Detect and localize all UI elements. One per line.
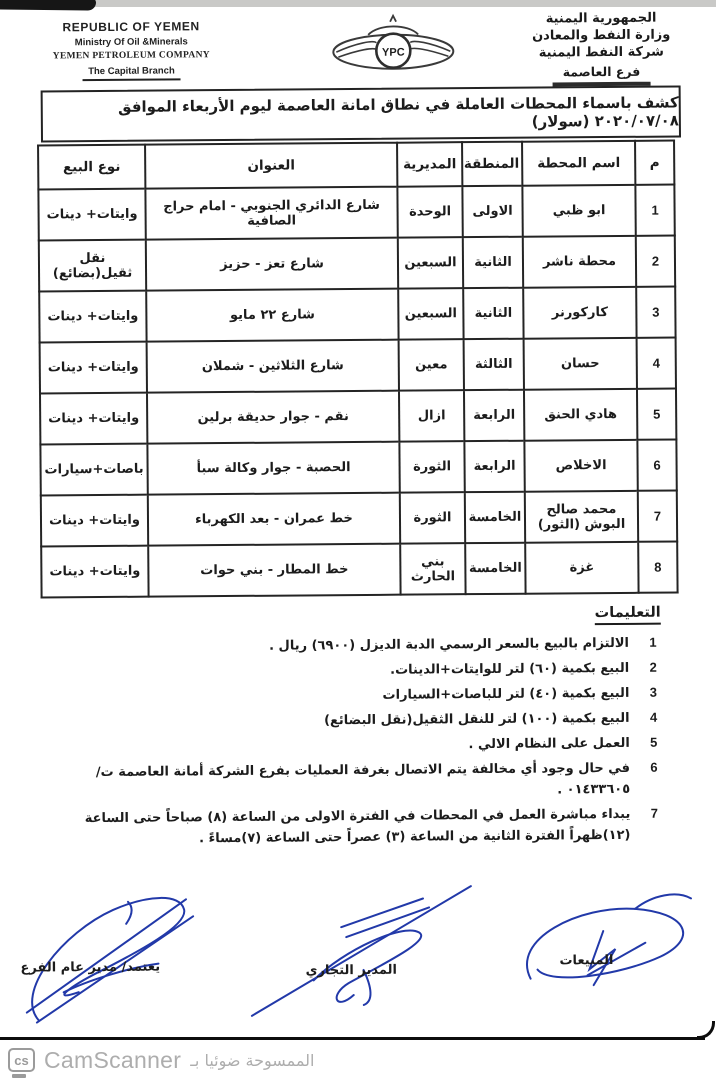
instructions-section bbox=[57, 602, 663, 855]
cell-district: الثورة bbox=[400, 492, 465, 544]
instruction-number: 6 bbox=[650, 759, 658, 775]
instructions-heading: التعليمات bbox=[595, 605, 661, 626]
instruction-text: في حال وجود أي مخالفة يتم الاتصال بغرفة العمليات بفرع الشركة أمانة العاصمة ت/٠١٤٣٣٦٠٥ . bbox=[95, 760, 631, 798]
cell-zone: الاولى bbox=[462, 186, 522, 237]
table-row bbox=[40, 439, 676, 495]
instruction-item bbox=[58, 708, 662, 734]
cell-station: ابو ظبي bbox=[522, 185, 635, 237]
cell-station: كاركورنر bbox=[523, 287, 636, 339]
cell-station: محمد صالح البوش (الثور) bbox=[525, 491, 638, 543]
instruction-item bbox=[58, 733, 662, 759]
cell-district: الثورة bbox=[399, 441, 464, 493]
table-header-row bbox=[38, 141, 674, 190]
instruction-item bbox=[57, 633, 661, 659]
cell-no: 3 bbox=[636, 287, 675, 338]
cell-zone: الثالثة bbox=[464, 339, 524, 390]
instruction-text: العمل على النظام الالي . bbox=[468, 735, 630, 753]
letterhead-company-ar: شركة النفط اليمنية bbox=[538, 44, 664, 61]
header-sale-type: نوع البيع bbox=[38, 145, 145, 190]
document-title-box bbox=[41, 85, 681, 142]
letterhead-country-ar: الجمهورية اليمنية bbox=[545, 10, 657, 27]
cell-zone: الثانية bbox=[463, 288, 523, 339]
instructions-list bbox=[57, 633, 663, 851]
table-row bbox=[41, 541, 677, 597]
table-row bbox=[38, 185, 674, 241]
cell-zone: الرابعة bbox=[464, 441, 524, 492]
cell-no: 1 bbox=[635, 185, 674, 236]
header-no: م bbox=[635, 141, 674, 185]
cell-sale-type: وايتات+ دينات bbox=[40, 393, 147, 445]
cell-district: معين bbox=[399, 339, 464, 391]
signature-general-manager bbox=[8, 871, 249, 1028]
letterhead-branch: The Capital Branch bbox=[82, 65, 181, 81]
letterhead-ministry: Ministry Of Oil &Minerals bbox=[74, 36, 188, 49]
cell-district: الوحدة bbox=[397, 186, 462, 238]
letterhead-english bbox=[36, 19, 226, 81]
cell-district: بني الحارث bbox=[400, 543, 465, 595]
cell-district: ازال bbox=[399, 390, 464, 442]
instruction-number: 4 bbox=[649, 709, 658, 725]
instruction-text: الالتزام بالبيع بالسعر الرسمي الدبة الديزل (٦٩٠٠) ريال . bbox=[268, 635, 630, 654]
general-manager-label: يعتمد/ مدير عام الفرع bbox=[20, 959, 161, 976]
cell-address: شارع الدائري الجنوبي - امام حراج الصافية bbox=[145, 187, 397, 240]
camscanner-brand: CamScanner bbox=[44, 1046, 182, 1073]
instruction-number: 3 bbox=[649, 684, 658, 700]
table-row bbox=[39, 236, 675, 292]
instruction-number: 7 bbox=[650, 805, 658, 821]
table-row bbox=[39, 287, 675, 343]
cell-station: الاخلاص bbox=[524, 440, 637, 492]
instruction-item bbox=[58, 804, 662, 851]
instruction-text: البيع بكمية (١٠٠) لتر للنقل الثقيل(نقل البضائع) bbox=[324, 710, 630, 729]
camscanner-icon: cs bbox=[8, 1048, 35, 1072]
header-station: اسم المحطة bbox=[522, 141, 635, 186]
sales-label: المبيعات bbox=[559, 953, 614, 969]
cell-sale-type: وايتات+ دينات bbox=[39, 291, 146, 343]
cell-station: حسان bbox=[524, 338, 637, 390]
letterhead-ministry-ar: وزارة النفط والمعادن bbox=[532, 27, 671, 44]
letterhead-arabic bbox=[501, 9, 702, 87]
cell-sale-type: وايتات+ دينات bbox=[41, 546, 148, 598]
commercial-manager-signature-icon bbox=[243, 874, 479, 1021]
general-manager-signature-icon bbox=[8, 871, 249, 1028]
cell-no: 2 bbox=[636, 236, 675, 287]
cell-no: 6 bbox=[637, 439, 676, 490]
instruction-text: البيع بكمية (٦٠) لتر للوايتات+الدينات. bbox=[390, 660, 630, 678]
cell-station: غزة bbox=[525, 542, 638, 594]
cell-no: 8 bbox=[638, 541, 677, 592]
camscanner-scanned-text: الممسوحة ضوئيا بـ bbox=[190, 1050, 315, 1070]
instruction-item bbox=[57, 658, 661, 684]
cell-address: الحصبة - جوار وكالة سبأ bbox=[147, 442, 399, 495]
instruction-number: 2 bbox=[649, 659, 657, 675]
ypc-logo-icon bbox=[326, 9, 461, 80]
sales-signature-icon bbox=[495, 882, 714, 1014]
station-table-body bbox=[38, 185, 677, 598]
cell-zone: الثانية bbox=[463, 237, 523, 288]
cell-sale-type: وايتات+ دينات bbox=[40, 342, 147, 394]
cell-station: هادي الحنق bbox=[524, 389, 637, 441]
cell-station: محطة ناشر bbox=[523, 236, 636, 288]
letterhead-country: REPUBLIC OF YEMEN bbox=[62, 19, 200, 35]
instruction-text: البيع بكمية (٤٠) لتر للباصات+السيارات bbox=[382, 685, 630, 703]
cell-zone: الخامسة bbox=[465, 492, 525, 543]
header-zone: المنطقة bbox=[462, 142, 522, 186]
instruction-item bbox=[57, 683, 661, 709]
table-row bbox=[40, 338, 676, 394]
letterhead-branch-ar: فرع العاصمة bbox=[553, 63, 651, 87]
camscanner-footer bbox=[0, 1040, 716, 1080]
cell-sale-type: نقل ثقيل(بضائع) bbox=[39, 240, 146, 292]
table-row bbox=[41, 490, 677, 546]
instruction-number: 5 bbox=[650, 734, 658, 750]
ypc-logo bbox=[326, 9, 461, 80]
header-district: المديرية bbox=[397, 142, 462, 187]
instruction-item bbox=[58, 758, 662, 805]
cell-address: شارع الثلاثين - شملان bbox=[147, 340, 399, 393]
cell-no: 5 bbox=[637, 388, 676, 439]
table-row bbox=[40, 388, 676, 444]
cell-no: 4 bbox=[637, 338, 676, 389]
commercial-manager-label: المدير التجاري bbox=[305, 962, 397, 979]
header-address: العنوان bbox=[145, 143, 397, 189]
cell-district: السبعين bbox=[398, 288, 463, 340]
cell-zone: الخامسة bbox=[465, 543, 525, 594]
cell-sale-type: وايتات+ دينات bbox=[41, 495, 148, 547]
cell-address: شارع تعز - حزيز bbox=[146, 238, 398, 291]
signature-commercial-manager bbox=[243, 874, 479, 1021]
instruction-number: 1 bbox=[649, 634, 657, 650]
cell-address: خط المطار - بني حوات bbox=[148, 544, 400, 597]
cell-no: 7 bbox=[638, 490, 677, 541]
ypc-logo-text: YPC bbox=[381, 46, 405, 59]
cell-zone: الرابعة bbox=[464, 390, 524, 441]
instruction-text: يبداء مباشرة العمل في المحطات في الفترة الاولى من الساعة (٨) صباحاً حتى الساعة (١٢)ظهراً الفترة الثانية من الساعة (٣) عصراً حتى الساعة (٧)مساءً . bbox=[84, 806, 631, 847]
cell-address: شارع ٢٢ مايو bbox=[146, 289, 398, 342]
signature-sales bbox=[495, 882, 714, 1014]
document-title: كشف باسماء المحطات العاملة في نطاق امانة العاصمة ليوم الأربعاء الموافق ٢٠٢٠/٠٧/٠٨ (سولار) bbox=[118, 93, 679, 131]
cell-district: السبعين bbox=[398, 237, 463, 289]
stations-table bbox=[37, 139, 679, 598]
letterhead-company: YEMEN PETROLEUM COMPANY bbox=[52, 50, 210, 62]
cell-address: نقم - جوار حديقة برلين bbox=[147, 391, 399, 444]
cell-sale-type: باصات+سيارات bbox=[40, 444, 147, 496]
cell-sale-type: وايتات+ دينات bbox=[38, 189, 145, 241]
cell-address: خط عمران - بعد الكهرباء bbox=[148, 493, 400, 546]
